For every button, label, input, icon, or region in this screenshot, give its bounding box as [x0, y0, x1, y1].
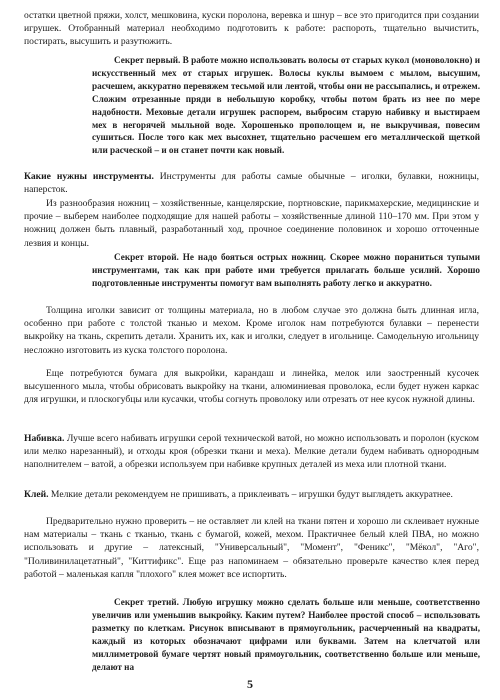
secret-second: [92, 251, 480, 290]
paragraph-materials-intro: [24, 9, 479, 49]
paragraph-text: остатки цветной пряжи, холст, мешковина, куски поролона, веревка и шнур – все это пригодится при создании игрушек. Отобранный материал необходимо подготовить к работе: распороть, тщательно вычистить, постирать, высушить и разутюжить.: [24, 10, 479, 48]
paragraph-supplies: [24, 367, 479, 407]
paragraph-text: Предварительно нужно проверить – не оставляет ли клей на ткани пятен и хорошо ли склеивает нужные нам материалы – ткань с тканью, ткань с бумагой, кожей, мехом. Практичнее белый клей ПВА, но можно использовать и другие – латексный, "Универсальный", "Момент", "Феникс", "Мёкол", "Аго", "Поливинилацетатный", "Киттификс". Еще раз напоминаем – обязательно проверьте качество клея перед работой – маленькая капля "плохого" клея может все испортить.: [24, 516, 479, 580]
secret-text: В работе можно использовать волосы от старых кукол (моноволокно) и искусственный мех от старых игрушек. Волосы куклы вымоем с мылом, высушим, расчешем, аккуратно перевяжем тесьмой или лентой, чтобы они не рассыпались, и отрежем. Сложим отрезанные пряди в небольшую коробку, чтобы потом брать из нее по мере надобности. Меховые детали игрушек распорем, выбросим старую набивку и выстираем мех в негорячей мыльной воде. Хорошенько прополощем и, не выкручивая, повесим сушиться. После того как мех высохнет, тщательно расчешем его металлической щеткой или расческой – и он станет почти как новый.: [92, 55, 481, 156]
secret-first: [92, 54, 480, 157]
paragraph-text: Инструменты для работы самые обычные – иголки, булавки, ножницы, наперсток.: [24, 171, 480, 196]
paragraph-scissors: [24, 197, 479, 250]
secret-text: Не надо бояться острых ножниц. Скорее можно пораниться тупыми инструментами, так как при работе ими требуется прилагать больше усилий. Хорошо подготовленные инструменты помогут вам выполнять работу легко и аккуратно.: [92, 252, 480, 288]
paragraph-stuffing: [24, 432, 479, 472]
secret-lead: Секрет первый.: [114, 55, 181, 65]
paragraph-text: Мелкие детали рекомендуем не пришивать, а приклеивать – игрушки будут выглядеть аккуратнее.: [48, 489, 453, 500]
secret-lead: Секрет третий.: [114, 597, 179, 607]
page-number: 5: [247, 677, 253, 691]
paragraph-tools: [24, 170, 479, 196]
section-heading-stuffing: Набивка.: [24, 433, 65, 444]
paragraph-text: Еще потребуются бумага для выкройки, карандаш и линейка, мелок или заостренный кусочек высушенного мыла, чтобы обрисовать выкройку на ткани, алюминиевая проволока, если будет нужен каркас для игрушки, и плоскогубцы или кусачки, чтобы согнуть проволоку или отрезать от нее кусок нужной длины.: [24, 368, 479, 406]
paragraph-glue-check: [24, 515, 479, 581]
paragraph-text: Лучше всего набивать игрушки серой технической ватой, но можно использовать и поролон (куском или мелко нарезанный), и отходы кроя (обрезки ткани и меха). Мелкие детали будем набивать однородным наполнителем – ватой, а обрезки используем при набивке крупных деталей из меха или плотной ткани.: [24, 433, 479, 471]
paragraph-text: Из разнообразия ножниц – хозяйственные, канцелярские, портновские, парикмахерские, медицинские и прочие – выберем наиболее подходящие для нашей работы – хозяйственные длиной 110–170 мм. При этом у ножниц должен быть плавный, разработанный ход, прочное соединение половинок и хорошо отточенные лезвия и концы.: [24, 198, 479, 249]
paragraph-needles: [24, 304, 479, 357]
section-heading-glue: Клей.: [24, 489, 49, 500]
secret-third: [92, 596, 480, 673]
secret-lead: Секрет второй.: [114, 252, 179, 262]
paragraph-text: Толщина иголки зависит от толщины материала, но в любом случае это должна быть длинная игла, особенно при работе с толстой тканью и мехом. Кроме иголок нам потребуются булавки – перенести выкройку на ткань, скрепить детали. Хранить их, как и иголки, следует в игольнице. Самодельную игольницу несложно изготовить из куска толстого поролона.: [24, 305, 479, 356]
section-heading-tools: Какие нужны инструменты.: [24, 171, 154, 182]
secret-text: Любую игрушку можно сделать больше или меньше, соответственно увеличив или уменьшив выкройку. Каким путем? Наиболее простой способ – использовать разметку по клеткам. Рисунок вписывают в прямоугольник, расчерченный на квадраты, каждый из которых обозначают цифрами или буквами. Затем на клетчатой или миллиметровой бумаге чертят новый прямоугольник, соответственно больше или меньше, делают на: [92, 597, 481, 672]
paragraph-glue: [24, 488, 479, 501]
